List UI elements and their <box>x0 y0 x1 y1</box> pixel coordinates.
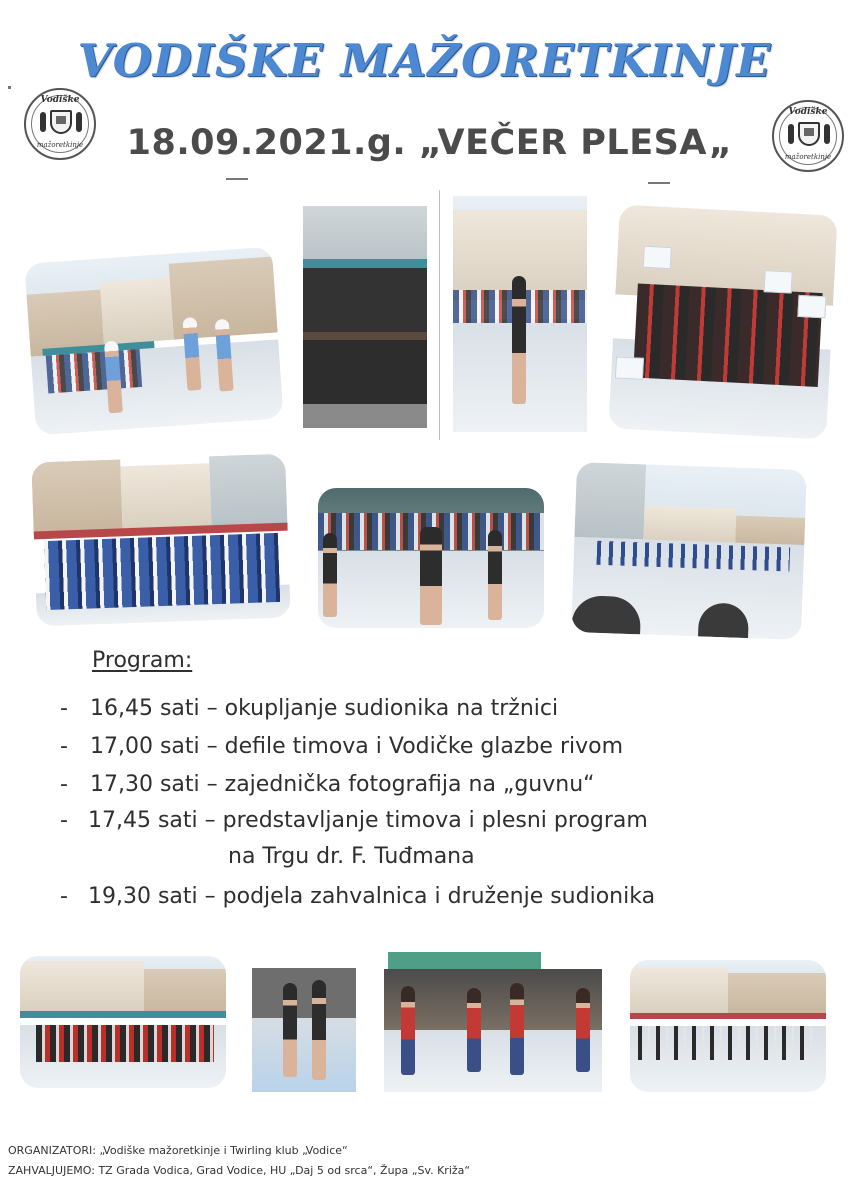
program-time: 17,30 sati <box>90 772 200 797</box>
footer-organizers: ORGANIZATORI: „Vodiške mažoretkinje i Twirling klub „Vodice“ <box>8 1144 348 1157</box>
program-item: 16,45 sati – okupljanje sudionika na tržnici <box>90 696 559 721</box>
program-text: predstavljanje timova i plesni program <box>222 808 648 833</box>
footer-thanks: ZAHVALJUJEMO: TZ Grada Vodica, Grad Vodice, HU „Daj 5 od srca“, Župa „Sv. Križa“ <box>8 1164 471 1177</box>
program-text: defile timova i Vodičke glazbe rivom <box>224 734 624 759</box>
program-text: okupljanje sudionika na tržnici <box>224 696 559 721</box>
program-item: 17,45 sati – predstavljanje timova i plesni program <box>88 808 648 833</box>
logo-bottom-text: mažoretkinje <box>784 153 832 161</box>
photo-majorettes-lined-up <box>31 454 291 627</box>
program-item-continuation: na Trgu dr. F. Tuđmana <box>228 844 475 869</box>
program-time: 19,30 sati <box>88 884 198 909</box>
list-bullet: - <box>60 696 68 721</box>
scan-mark <box>226 178 248 180</box>
list-bullet: - <box>60 884 68 909</box>
photo-twirler-square <box>453 196 587 432</box>
list-bullet: - <box>60 772 68 797</box>
logo-top-text: Vodiške <box>788 107 828 117</box>
program-item: 17,30 sati – zajednička fotografija na „guvnu“ <box>90 772 595 797</box>
scan-mark <box>8 86 11 89</box>
photo-group-seated <box>303 206 427 428</box>
scan-mark <box>648 182 670 184</box>
photo-parade-waterfront <box>630 960 826 1092</box>
photo-dance-duo <box>252 968 356 1092</box>
program-text: podjela zahvalnica i druženje sudionika <box>222 884 656 909</box>
photo-team-with-flags <box>608 204 837 439</box>
divider <box>439 190 440 440</box>
list-bullet: - <box>60 808 68 833</box>
program-time: 16,45 sati <box>90 696 200 721</box>
photo-red-team <box>384 952 602 1092</box>
page-title: VODIŠKE MAŽORETKINJE <box>77 34 772 87</box>
event-subtitle: 18.09.2021.g. „VEČER PLESA„ <box>126 123 733 163</box>
photo-hiphop-dancers <box>318 488 544 628</box>
list-bullet: - <box>60 734 68 759</box>
logo-top-text: Vodiške <box>40 95 80 105</box>
program-item: 19,30 sati – podjela zahvalnica i druženje sudionika <box>88 884 656 909</box>
program-heading: Program: <box>92 648 193 673</box>
program-text: zajednička fotografija na „guvnu“ <box>224 772 595 797</box>
photo-dancers-square <box>24 247 283 436</box>
photo-folk-dancers <box>20 956 226 1088</box>
program-time: 17,45 sati <box>88 808 198 833</box>
logo-bottom-text: mažoretkinje <box>36 141 84 149</box>
photo-parade-street <box>571 462 807 640</box>
program-time: 17,00 sati <box>90 734 200 759</box>
program-item: 17,00 sati – defile timova i Vodičke glazbe rivom <box>90 734 624 759</box>
